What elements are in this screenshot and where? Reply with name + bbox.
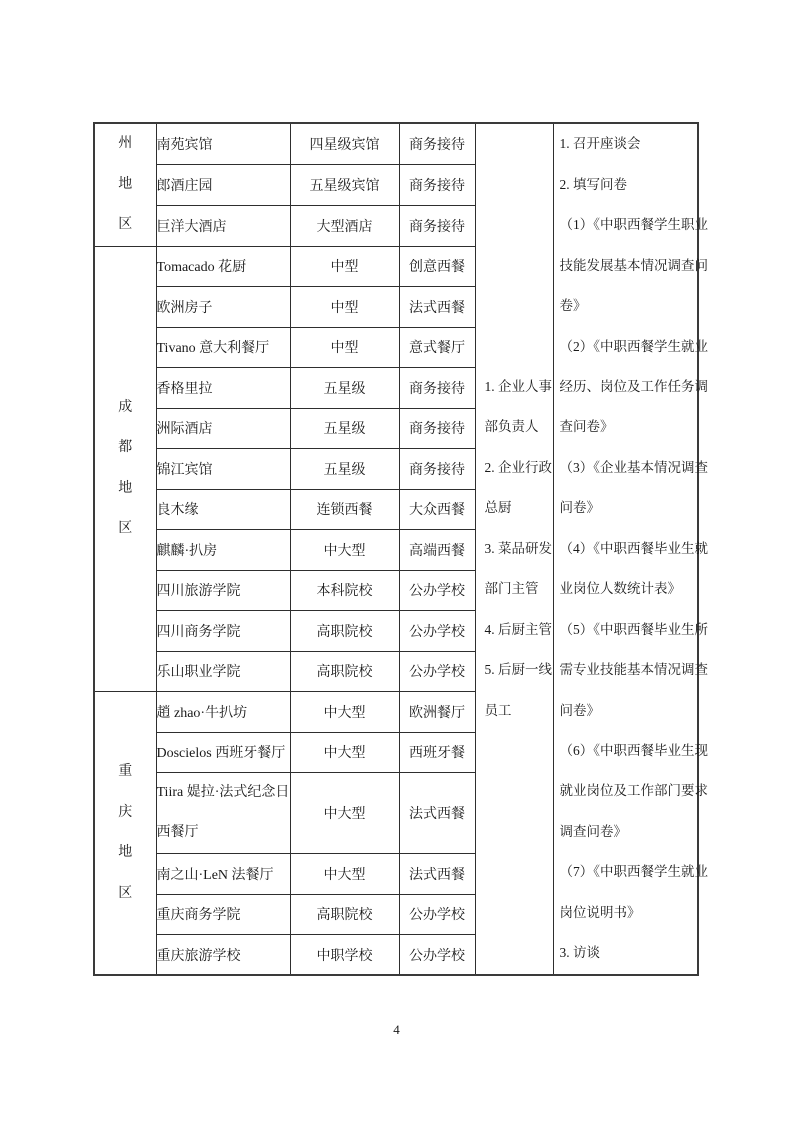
method-line: 卷》 bbox=[559, 298, 587, 314]
org-name-cell: 巨洋大酒店 bbox=[156, 205, 290, 246]
org-name-cell: 麒麟·扒房 bbox=[156, 530, 290, 571]
org-name-cell: 郎酒庄园 bbox=[156, 164, 290, 205]
org-category-cell: 商务接待 bbox=[399, 205, 475, 246]
region-cell-chongqing bbox=[94, 692, 156, 976]
org-category-cell: 创意西餐 bbox=[399, 246, 475, 287]
org-category-cell: 欧洲餐厅 bbox=[399, 692, 475, 733]
org-type-cell: 本科院校 bbox=[290, 570, 399, 611]
org-name-cell: 锦江宾馆 bbox=[156, 449, 290, 490]
org-name-cell: 趙 zhao·牛扒坊 bbox=[156, 692, 290, 733]
interviewee-line: 5. 后厨一线 bbox=[484, 662, 552, 678]
org-category-cell: 意式餐厅 bbox=[399, 327, 475, 368]
org-type-cell: 中型 bbox=[290, 327, 399, 368]
method-line: 就业岗位及工作部门要求 bbox=[559, 783, 708, 799]
interviewee-line: 员工 bbox=[484, 702, 512, 718]
region-char: 庆 bbox=[118, 804, 133, 820]
method-line: 业岗位人数统计表》 bbox=[559, 581, 681, 597]
interviewee-line: 总厨 bbox=[484, 500, 512, 516]
org-category-cell: 公办学校 bbox=[399, 935, 475, 976]
org-name-cell: Tiira 媞拉·法式纪念日西餐厅 bbox=[156, 773, 290, 854]
org-category-cell: 法式西餐 bbox=[399, 854, 475, 895]
org-name-cell: 四川旅游学院 bbox=[156, 570, 290, 611]
org-type-cell: 五星级宾馆 bbox=[290, 164, 399, 205]
org-name-cell: 洲际酒店 bbox=[156, 408, 290, 449]
method-line: （6）《中职西餐毕业生现 bbox=[559, 742, 708, 758]
region-char: 都 bbox=[118, 440, 133, 456]
org-type-cell: 高职院校 bbox=[290, 611, 399, 652]
org-type-cell: 连锁西餐 bbox=[290, 489, 399, 530]
method-line: 查问卷》 bbox=[559, 419, 614, 435]
org-name-cell: 乐山职业学院 bbox=[156, 651, 290, 692]
org-name-cell: 四川商务学院 bbox=[156, 611, 290, 652]
method-line: 经历、岗位及工作任务调 bbox=[559, 379, 708, 395]
org-type-cell: 高职院校 bbox=[290, 894, 399, 935]
org-category-cell: 商务接待 bbox=[399, 449, 475, 490]
method-line: 问卷》 bbox=[559, 702, 600, 718]
method-line: 岗位说明书》 bbox=[559, 904, 641, 920]
method-line: 3. 访谈 bbox=[559, 945, 600, 961]
method-line: （5）《中职西餐毕业生所 bbox=[559, 621, 708, 637]
org-type-cell: 中职学校 bbox=[290, 935, 399, 976]
org-category-cell: 西班牙餐 bbox=[399, 732, 475, 773]
org-type-cell: 五星级 bbox=[290, 449, 399, 490]
org-name-cell: Doscielos 西班牙餐厅 bbox=[156, 732, 290, 773]
method-line: 问卷》 bbox=[559, 500, 600, 516]
method-line: （3）《企业基本情况调查 bbox=[559, 459, 708, 475]
org-type-cell: 中大型 bbox=[290, 530, 399, 571]
method-line: 调查问卷》 bbox=[559, 823, 627, 839]
org-category-cell: 高端西餐 bbox=[399, 530, 475, 571]
org-type-cell: 中大型 bbox=[290, 692, 399, 733]
table-row bbox=[94, 123, 698, 164]
method-line: 需专业技能基本情况调查 bbox=[559, 662, 708, 678]
org-type-cell: 五星级 bbox=[290, 368, 399, 409]
region-cell-chengdu bbox=[94, 246, 156, 692]
region-char: 地 bbox=[118, 845, 133, 860]
region-char: 成 bbox=[118, 399, 133, 415]
org-name-cell: 良木缘 bbox=[156, 489, 290, 530]
org-name-cell: 重庆商务学院 bbox=[156, 894, 290, 935]
org-type-cell: 中型 bbox=[290, 246, 399, 287]
interviewee-line: 1. 企业人事 bbox=[484, 379, 552, 395]
org-type-cell: 中大型 bbox=[290, 732, 399, 773]
method-line: （4）《中职西餐毕业生就 bbox=[559, 540, 708, 556]
interviewee-line: 4. 后厨主管 bbox=[484, 621, 552, 637]
method-line: （1）《中职西餐学生职业 bbox=[559, 217, 708, 233]
org-category-cell: 商务接待 bbox=[399, 408, 475, 449]
region-cell-zhou bbox=[94, 123, 156, 246]
org-category-cell: 法式西餐 bbox=[399, 773, 475, 854]
org-category-cell: 公办学校 bbox=[399, 651, 475, 692]
page-number: 4 bbox=[393, 1022, 400, 1037]
org-type-cell: 四星级宾馆 bbox=[290, 123, 399, 164]
org-name-cell: 南之山·LeN 法餐厅 bbox=[156, 854, 290, 895]
org-category-cell: 公办学校 bbox=[399, 570, 475, 611]
org-name-cell: 南苑宾馆 bbox=[156, 123, 290, 164]
region-char: 区 bbox=[118, 521, 133, 537]
org-name-cell: Tomacado 花厨 bbox=[156, 246, 290, 287]
org-category-cell: 商务接待 bbox=[399, 164, 475, 205]
org-category-cell: 公办学校 bbox=[399, 611, 475, 652]
org-name-cell: 欧洲房子 bbox=[156, 287, 290, 328]
method-line: （7）《中职西餐学生就业 bbox=[559, 864, 708, 880]
method-line: 2. 填写问卷 bbox=[559, 176, 627, 192]
interviewee-line: 3. 菜品研发 bbox=[484, 540, 552, 556]
org-name-cell: 香格里拉 bbox=[156, 368, 290, 409]
interviewee-column bbox=[475, 123, 553, 975]
org-type-cell: 五星级 bbox=[290, 408, 399, 449]
region-char: 重 bbox=[118, 764, 133, 779]
org-category-cell: 法式西餐 bbox=[399, 287, 475, 328]
method-line: 1. 召开座谈会 bbox=[559, 136, 641, 152]
interviewee-line: 部负责人 bbox=[484, 419, 539, 435]
region-char: 地 bbox=[118, 176, 133, 192]
org-category-cell: 商务接待 bbox=[399, 368, 475, 409]
region-char: 区 bbox=[118, 885, 133, 901]
region-char: 州 bbox=[118, 136, 133, 151]
method-line: 技能发展基本情况调查问 bbox=[559, 257, 708, 273]
org-category-cell: 公办学校 bbox=[399, 894, 475, 935]
org-type-cell: 高职院校 bbox=[290, 651, 399, 692]
interviewee-line: 2. 企业行政 bbox=[484, 459, 552, 475]
org-category-cell: 大众西餐 bbox=[399, 489, 475, 530]
method-line: （2）《中职西餐学生就业 bbox=[559, 338, 708, 354]
org-type-cell: 中大型 bbox=[290, 773, 399, 854]
org-type-cell: 大型酒店 bbox=[290, 205, 399, 246]
org-name-cell: Tivano 意大利餐厅 bbox=[156, 327, 290, 368]
interviewee-line: 部门主管 bbox=[484, 581, 539, 597]
org-category-cell: 商务接待 bbox=[399, 123, 475, 164]
method-column bbox=[553, 123, 708, 975]
region-char: 地 bbox=[118, 480, 133, 496]
region-char: 区 bbox=[118, 217, 133, 232]
org-type-cell: 中大型 bbox=[290, 854, 399, 895]
org-name-cell: 重庆旅游学校 bbox=[156, 935, 290, 976]
survey-table bbox=[93, 122, 708, 976]
org-type-cell: 中型 bbox=[290, 287, 399, 328]
